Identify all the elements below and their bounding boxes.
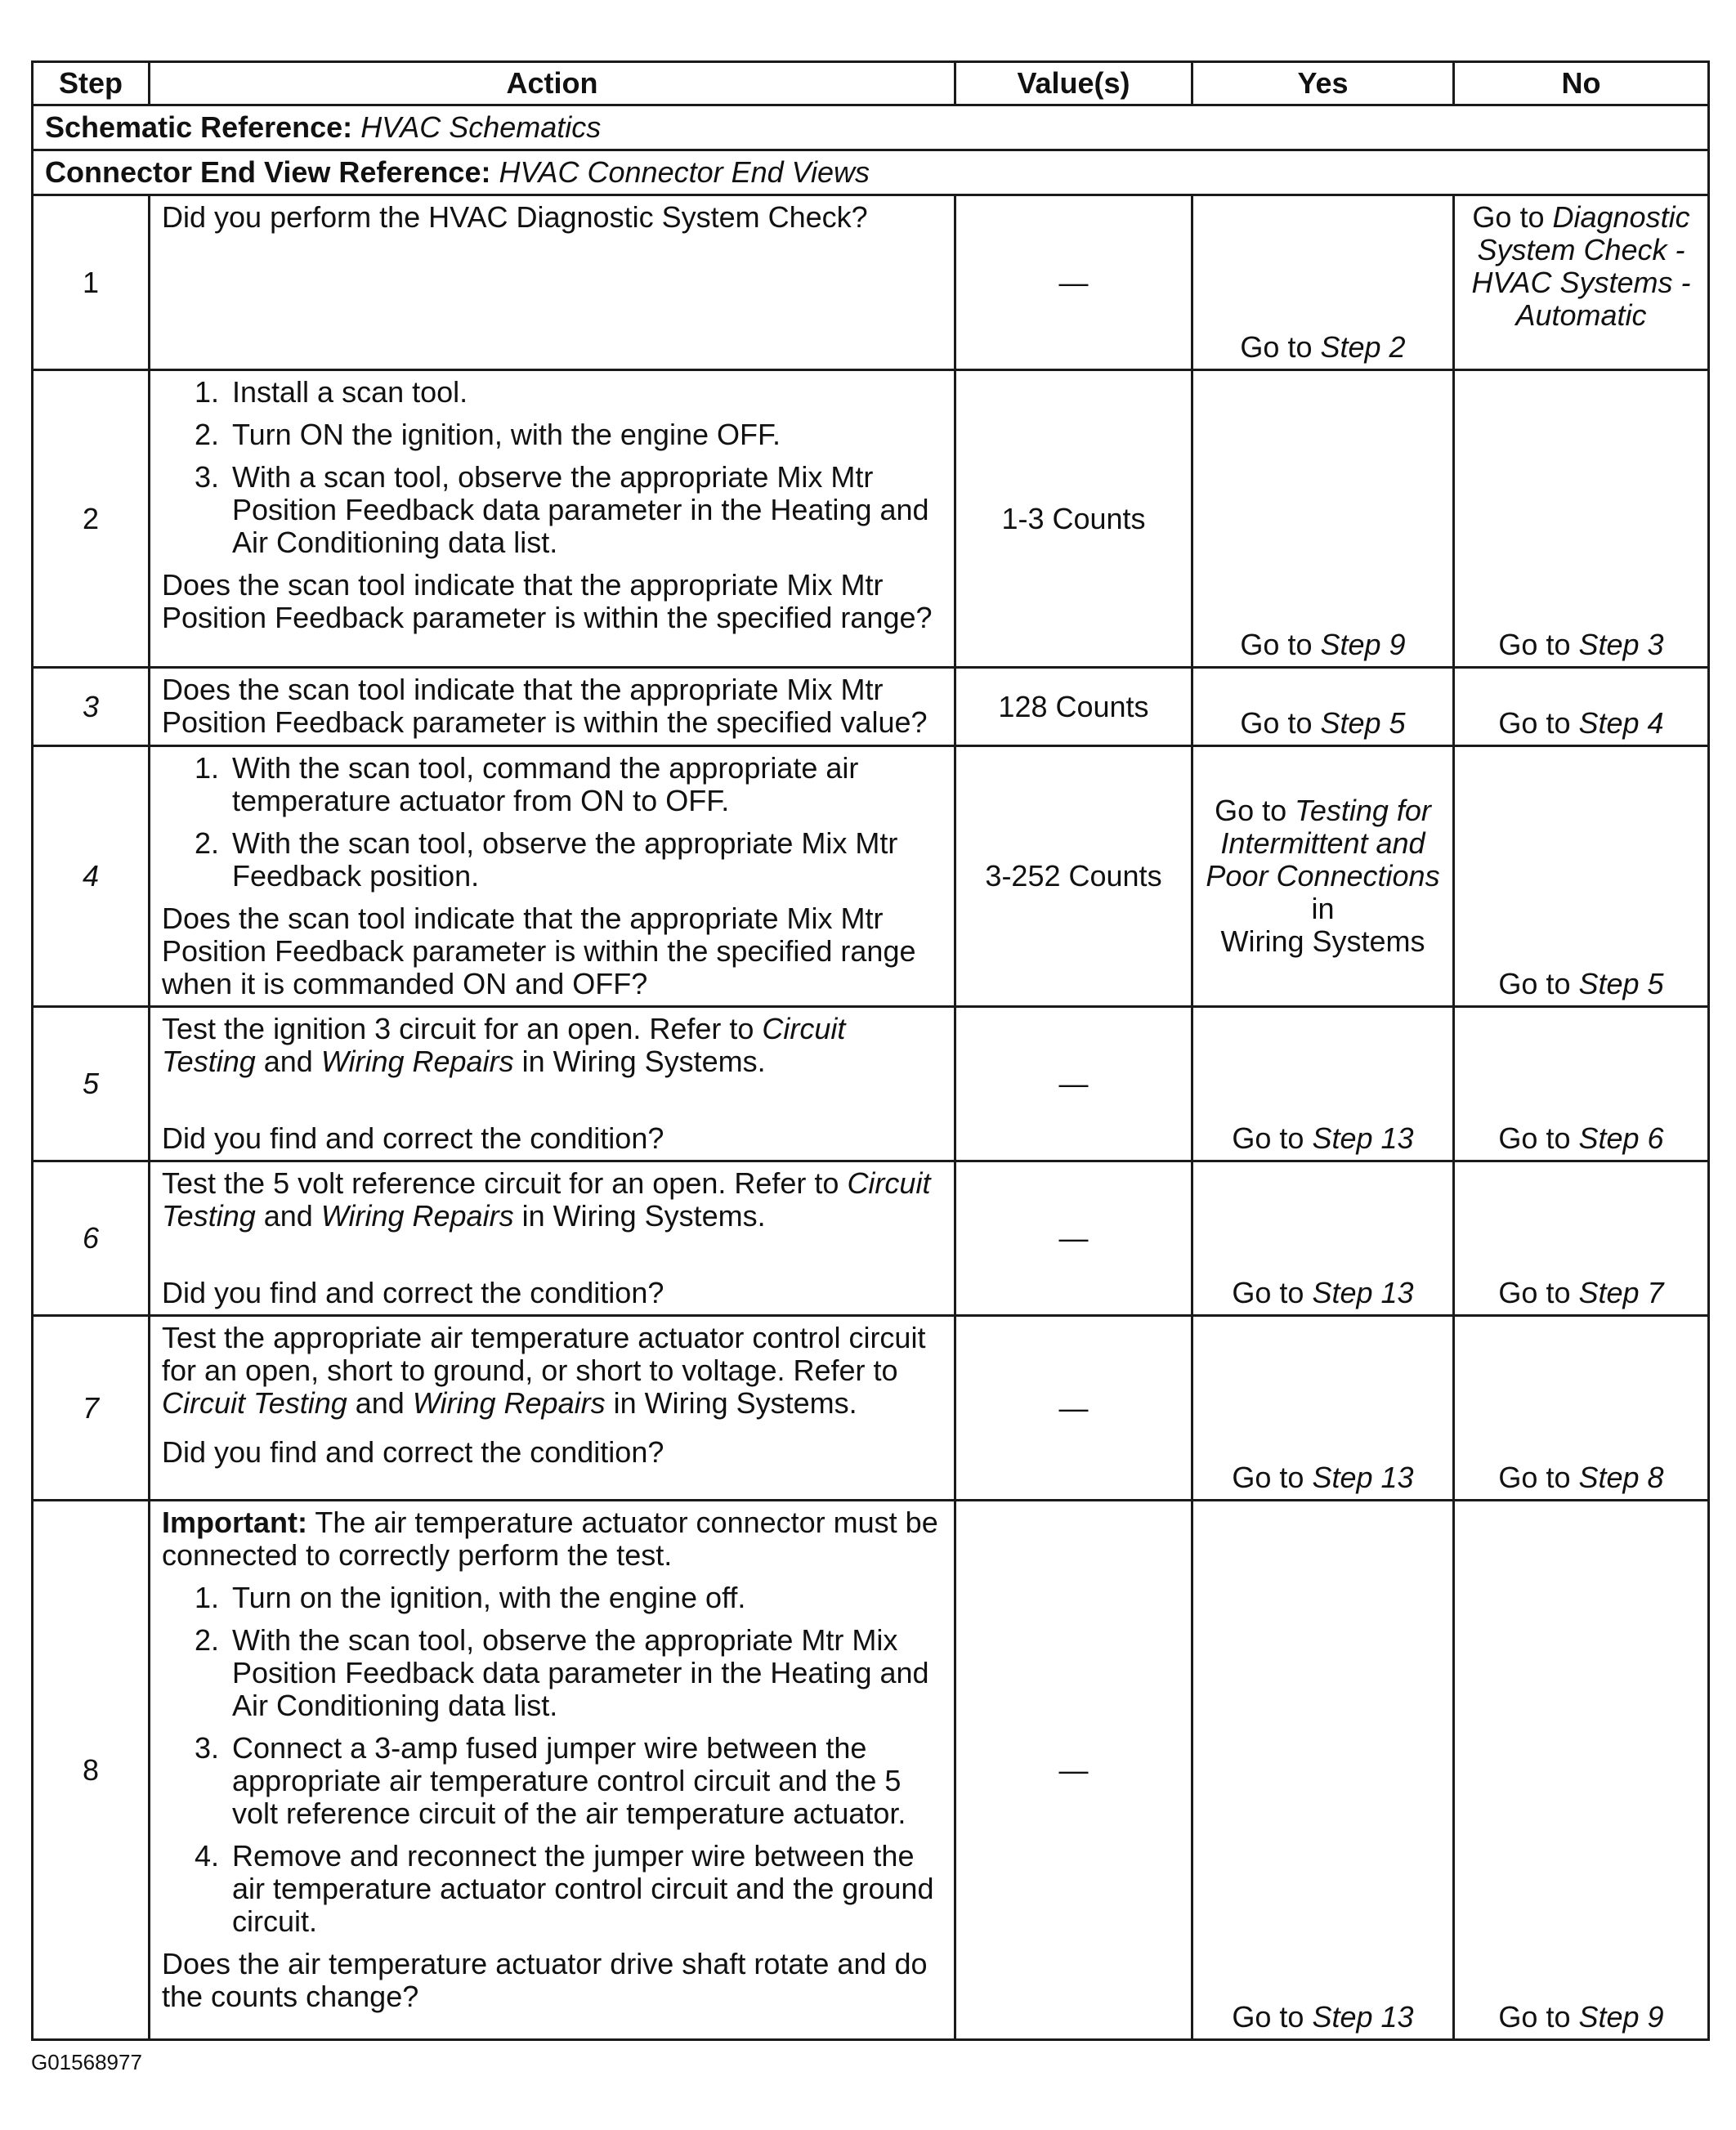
step-yes: Go to Testing for Intermittent and Poor Connections in Wiring Systems (1192, 746, 1454, 1007)
wiring-repairs-link[interactable]: Wiring Repairs (320, 1199, 514, 1233)
instruction-item: 1. Install a scan tool. (227, 376, 942, 409)
instruction-item: 1. With the scan tool, command the appropriate air temperature actuator from ON to OFF. (227, 752, 942, 817)
instruction-item: 4. Remove and reconnect the jumper wire between the air temperature actuator control circuit and the ground circuit. (227, 1840, 942, 1938)
wiring-repairs-link[interactable]: Wiring Repairs (320, 1045, 514, 1078)
step-value: — (955, 1316, 1192, 1501)
step-number: 5 (33, 1007, 150, 1161)
step-question: Did you find and correct the condition? (162, 1435, 664, 1469)
instruction-item: 3. Connect a 3-amp fused jumper wire between the appropriate air temperature control circuit and the 5 volt reference circuit of the air temperature actuator. (227, 1732, 942, 1830)
step-no: Go to Diagnostic System Check - HVAC Systems - Automatic (1454, 195, 1709, 370)
step-no: Go to Step 6 (1454, 1007, 1709, 1161)
step-instructions (162, 752, 942, 893)
step-row-5 (33, 1007, 1709, 1161)
step-action (150, 370, 955, 668)
step-test: Test the appropriate air temperature actuator control circuit for an open, short to ground, or short to voltage. Refer to Circuit Testing and Wiring Repairs in Wiring Systems. (162, 1321, 926, 1420)
yes-link[interactable]: Step 13 (1312, 2000, 1414, 2034)
no-link[interactable]: Step 6 (1578, 1121, 1664, 1155)
step-yes: Go to Step 2 (1192, 195, 1454, 370)
schematic-reference-label: Schematic Reference: (45, 110, 353, 144)
step-action (150, 1161, 955, 1316)
step-test: Test the 5 volt reference circuit for an open. Refer to Circuit Testing and Wiring Repairs in Wiring Systems. (162, 1166, 931, 1233)
step-value: — (955, 195, 1192, 370)
step-number: 7 (33, 1316, 150, 1501)
step-no: Go to Step 3 (1454, 370, 1709, 668)
instruction-item: 2. With the scan tool, observe the appropriate Mix Mtr Feedback position. (227, 827, 942, 893)
yes-link[interactable]: Step 9 (1320, 628, 1406, 661)
schematic-reference (33, 105, 1709, 150)
step-yes: Go to Step 13 (1192, 1161, 1454, 1316)
step-value: — (955, 1007, 1192, 1161)
yes-link[interactable]: Step 13 (1312, 1121, 1414, 1155)
connector-reference-row (33, 150, 1709, 195)
step-action (150, 746, 955, 1007)
step-question: Did you perform the HVAC Diagnostic System Check? (162, 200, 868, 234)
yes-link[interactable]: Step 2 (1320, 330, 1406, 364)
step-yes: Go to Step 13 (1192, 1316, 1454, 1501)
step-number: 3 (33, 668, 150, 746)
step-value: 1-3 Counts (955, 370, 1192, 668)
header-values: Value(s) (955, 62, 1192, 105)
circuit-testing-link[interactable]: Circuit Testing (162, 1386, 347, 1420)
diagnostic-table (31, 60, 1710, 2041)
step-value: 3-252 Counts (955, 746, 1192, 1007)
schematic-reference-link[interactable]: HVAC Schematics (360, 110, 602, 144)
step-row-4 (33, 746, 1709, 1007)
step-row-1 (33, 195, 1709, 370)
step-number: 8 (33, 1501, 150, 2040)
yes-link[interactable]: Step 13 (1312, 1276, 1414, 1309)
step-question: Does the scan tool indicate that the appropriate Mix Mtr Position Feedback parameter is within the specified value? (162, 673, 928, 739)
yes-link[interactable]: Testing for Intermittent and Poor Connections (1206, 794, 1440, 893)
step-no: Go to Step 4 (1454, 668, 1709, 746)
instruction-item: 3. With a scan tool, observe the appropriate Mix Mtr Position Feedback data parameter in the Heating and Air Conditioning data list. (227, 461, 942, 559)
instruction-item: 2. With the scan tool, observe the appropriate Mtr Mix Position Feedback data parameter in the Heating and Air Conditioning data list. (227, 1624, 942, 1722)
header-yes: Yes (1192, 62, 1454, 105)
step-row-7 (33, 1316, 1709, 1501)
step-question: Does the scan tool indicate that the appropriate Mix Mtr Position Feedback parameter is within the specified range? (162, 568, 933, 634)
connector-reference (33, 150, 1709, 195)
step-yes: Go to Step 13 (1192, 1007, 1454, 1161)
step-instructions (162, 1582, 942, 1938)
step-test: Test the ignition 3 circuit for an open. Refer to Circuit Testing and Wiring Repairs in Wiring Systems. (162, 1012, 846, 1078)
step-row-6 (33, 1161, 1709, 1316)
header-row (33, 62, 1709, 105)
header-step: Step (33, 62, 150, 105)
no-link[interactable]: Step 4 (1578, 706, 1664, 740)
circuit-testing-link[interactable]: Circuit Testing (162, 1166, 931, 1233)
important-label: Important: (162, 1506, 307, 1539)
instruction-item: 2. Turn ON the ignition, with the engine OFF. (227, 418, 942, 451)
yes-link[interactable]: Step 5 (1320, 706, 1406, 740)
step-action (150, 195, 955, 370)
step-question: Does the air temperature actuator drive shaft rotate and do the counts change? (162, 1947, 928, 2013)
no-link[interactable]: Step 3 (1578, 628, 1664, 661)
step-row-2 (33, 370, 1709, 668)
wiring-repairs-link[interactable]: Wiring Repairs (412, 1386, 606, 1420)
no-link[interactable]: Diagnostic System Check - HVAC Systems - Automatic (1471, 200, 1691, 332)
step-question: Did you find and correct the condition? (162, 1276, 664, 1309)
step-value: — (955, 1501, 1192, 2040)
step-number: 6 (33, 1161, 150, 1316)
step-no: Go to Step 8 (1454, 1316, 1709, 1501)
schematic-reference-row (33, 105, 1709, 150)
step-value: — (955, 1161, 1192, 1316)
step-question: Did you find and correct the condition? (162, 1121, 664, 1155)
step-no: Go to Step 9 (1454, 1501, 1709, 2040)
step-number: 2 (33, 370, 150, 668)
step-row-3 (33, 668, 1709, 746)
connector-reference-link[interactable]: HVAC Connector End Views (499, 155, 870, 189)
step-value: 128 Counts (955, 668, 1192, 746)
step-instructions (162, 376, 942, 559)
step-action (150, 1007, 955, 1161)
no-link[interactable]: Step 7 (1578, 1276, 1664, 1309)
step-action (150, 668, 955, 746)
step-question: Does the scan tool indicate that the appropriate Mix Mtr Position Feedback parameter is within the specified range when it is commanded ON and OFF? (162, 902, 916, 1000)
important-note: Important: The air temperature actuator connector must be connected to correctly perform the test. (162, 1506, 938, 1572)
step-no: Go to Step 5 (1454, 746, 1709, 1007)
header-action: Action (150, 62, 955, 105)
yes-link[interactable]: Step 13 (1312, 1461, 1414, 1494)
step-yes: Go to Step 13 (1192, 1501, 1454, 2040)
step-no: Go to Step 7 (1454, 1161, 1709, 1316)
step-row-8 (33, 1501, 1709, 2040)
step-yes: Go to Step 9 (1192, 370, 1454, 668)
connector-reference-label: Connector End View Reference: (45, 155, 491, 189)
figure-code: G01568977 (31, 2050, 142, 2074)
no-link[interactable]: Step 8 (1578, 1461, 1664, 1494)
no-link[interactable]: Step 5 (1578, 967, 1664, 1000)
header-no: No (1454, 62, 1709, 105)
circuit-testing-link[interactable]: Circuit Testing (162, 1012, 846, 1078)
instruction-item: 1. Turn on the ignition, with the engine off. (227, 1582, 942, 1614)
step-action (150, 1501, 955, 2040)
step-yes: Go to Step 5 (1192, 668, 1454, 746)
step-number: 4 (33, 746, 150, 1007)
step-number: 1 (33, 195, 150, 370)
no-link[interactable]: Step 9 (1578, 2000, 1664, 2034)
step-action (150, 1316, 955, 1501)
